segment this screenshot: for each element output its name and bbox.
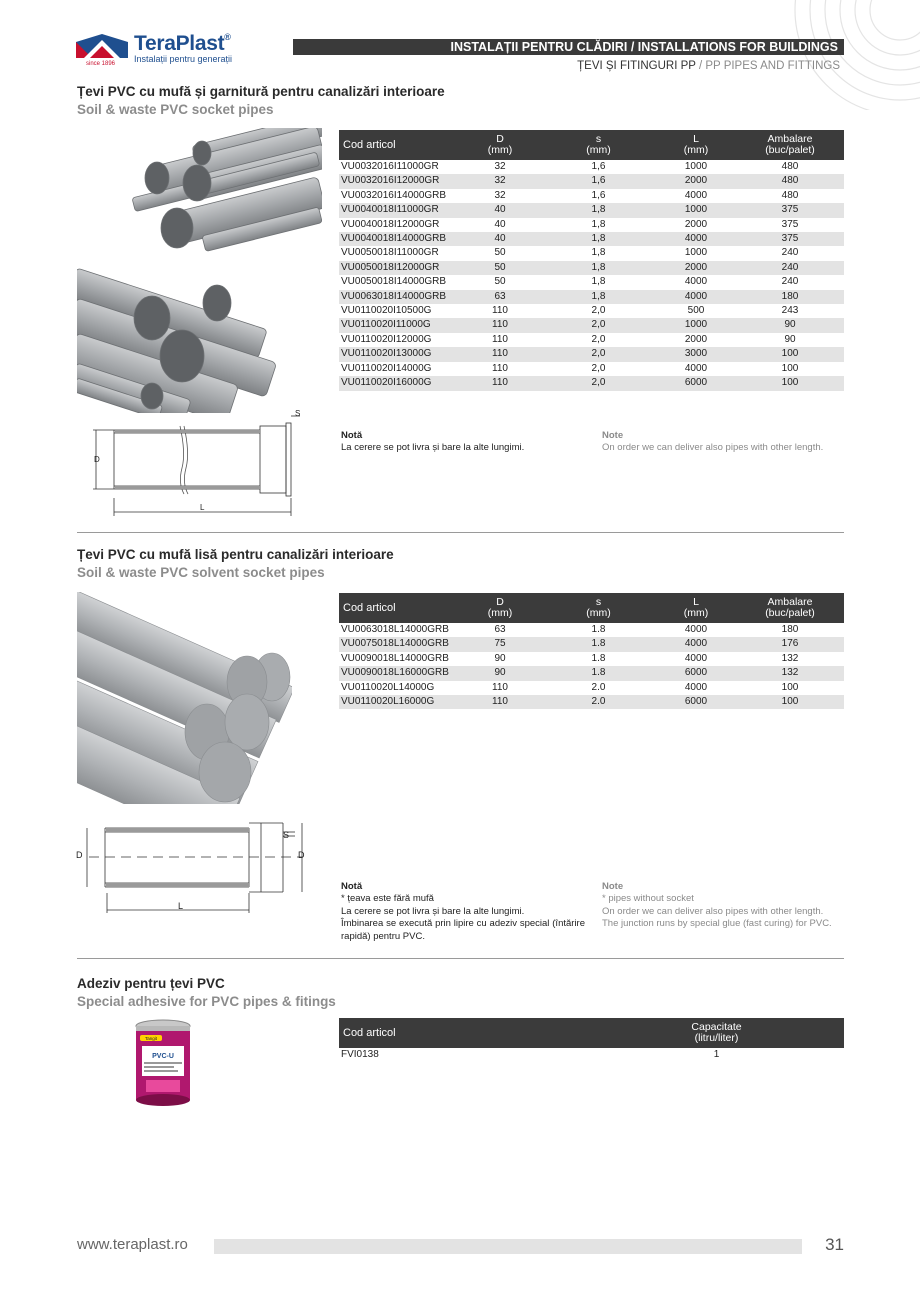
col-header-d: D (mm) [459,130,541,160]
col-header-s: s (mm) [541,130,656,160]
col-header-empty [774,1018,844,1048]
note-line: La cerere se pot livra și bare la alte lungimi. [341,442,525,453]
cell-value: 4000 [684,652,708,664]
note-line: * țeava este fără mufă [341,893,434,904]
section2-note-en [602,893,844,931]
cell-value: 1,6 [591,189,606,201]
section2-note-en-heading: Note [602,881,624,892]
cell-value: 1,8 [541,261,656,275]
drawing1-label-s: S [295,409,301,418]
cell-value: 110 [459,376,541,390]
adhesive-table [339,1018,844,1062]
cell-empty [774,1048,844,1062]
cell-value: 1.8 [541,666,656,680]
logo-house-icon [76,34,128,64]
table-row [339,637,844,651]
cell-value: 4000 [656,637,736,651]
solvent-socket-pipes-photo [77,592,292,804]
logo-tagline: Instalații pentru generații [134,54,233,64]
cell-value: 2,0 [541,347,656,361]
cell-value: 2,0 [541,376,656,390]
table-row [339,376,844,390]
cell-value: 50 [494,247,506,259]
section1-note-ro [341,442,591,455]
cell-value: 4000 [684,189,708,201]
cell-value: 1,8 [591,218,606,230]
cell-value: 2,0 [541,318,656,332]
table-header-row [339,593,844,623]
cell-code: VU0110020I16000G [339,376,459,390]
table-row [339,203,844,217]
section1-subtitle: Soil & waste PVC socket pipes [77,102,274,117]
cell-code: VU0050018I14000GRB [341,276,447,288]
table-row [339,681,844,695]
cell-value: 240 [736,261,844,275]
drawing2-label-l: L [178,901,184,911]
cell-value: 50 [494,276,506,288]
teraplast-logo[interactable] [76,32,246,72]
cell-code: VU0032016I11000GR [341,161,439,172]
cell-value: 180 [736,290,844,304]
col-header-l: L (mm) [656,593,736,623]
cell-value: 2.0 [591,681,606,693]
cell-value: 6000 [656,376,736,390]
drawing2-label-s: S [283,830,290,840]
footer-bar [214,1239,802,1254]
cell-code: VU0110020I12000G [341,333,432,345]
cell-value: 100 [736,695,844,709]
cell-value: 110 [492,681,508,693]
col-header-code: Cod articol [339,593,459,623]
cell-code: VU0040018I14000GRB [339,232,459,246]
cell-value: 1.8 [591,624,606,635]
col-header-s: s (mm) [541,593,656,623]
adhesive-can-photo [134,1018,192,1108]
section-divider [77,958,844,959]
page-subcategory: ȚEVI ȘI FITINGURI PP / PP PIPES AND FITTINGS [577,60,840,72]
cell-value: 4000 [684,276,708,288]
table-row [339,333,844,347]
cell-value: 132 [781,652,799,664]
cell-value: 2000 [684,218,708,230]
cell-value: 63 [459,290,541,304]
cell-value: 1000 [656,203,736,217]
cell-value: 2000 [684,333,708,345]
cell-code: VU0110020I14000G [341,362,432,374]
cell-code: VU0110020I13000G [339,347,459,361]
cell-value: 1,6 [591,161,606,172]
col-header-packaging: Ambalare (buc/palet) [736,130,844,160]
cell-code: VU0050018I11000GR [341,247,439,259]
cell-value: 375 [781,218,799,230]
drawing2-label-d-left: D [76,850,83,860]
cell-value: 90 [459,666,541,680]
table-row [339,1048,844,1062]
cell-value: 2000 [656,261,736,275]
table-row [339,275,844,289]
cell-value: 90 [494,652,506,664]
section1-title: Țevi PVC cu mufă și garnitură pentru canalizări interioare [77,84,445,99]
cell-value: 375 [736,203,844,217]
table-row [339,666,844,680]
table-row [339,362,844,376]
table-row [339,261,844,275]
section3-subtitle: Special adhesive for PVC pipes & fitings [77,994,336,1009]
cell-value: 1,8 [541,290,656,304]
cell-value: 480 [736,174,844,188]
cell-value: 240 [781,247,799,259]
page-category-title: INSTALAȚII PENTRU CLĂDIRI / INSTALLATIONS FOR BUILDINGS [450,40,838,54]
table-header-row [339,1018,844,1048]
cell-value: 2,0 [591,333,606,345]
cell-value: 110 [492,362,508,374]
cell-value: 4000 [684,624,708,635]
section2-note-ro [341,893,585,943]
cell-value: 4000 [684,362,708,374]
cell-value: 4000 [684,681,708,693]
cell-value: 40 [494,218,506,230]
logo-since: since 1896 [86,61,116,67]
logo-brand-name: TeraPlast® [134,32,231,55]
cell-value: 32 [494,189,506,201]
table-header-row [339,130,844,160]
col-header-packaging: Ambalare (buc/palet) [736,593,844,623]
table-row [339,347,844,361]
section-divider [77,532,844,533]
cell-code: VU0063018L14000GRB [341,624,449,635]
cell-value: 1,8 [591,276,606,288]
table-row [339,246,844,260]
cell-code: VU0110020L14000G [341,681,435,693]
cell-value: 90 [784,333,796,345]
note-line: On order we can deliver also pipes with other length. [602,442,824,453]
table-row [339,304,844,318]
cell-code: VU0075018L14000GRB [339,637,459,651]
cell-code: FVI0138 [341,1049,379,1060]
drawing2-label-d-right: D [298,850,305,860]
col-header-capacity: Capacitate (litru/liter) [659,1018,774,1048]
note-line: Îmbinarea se execută prin lipire cu adeziv special (întărire rapidă) pentru PVC. [341,918,585,942]
section2-title: Țevi PVC cu mufă lisă pentru canalizări interioare [77,547,394,562]
cell-value: 110 [492,305,508,317]
cell-value: 480 [781,189,799,201]
cell-value: 375 [736,232,844,246]
cell-value: 1,8 [591,247,606,259]
cell-value: 110 [492,333,508,345]
section2-note-ro-heading: Notă [341,881,363,892]
cell-code: VU0040018I11000GR [339,203,459,217]
cell-value: 1,6 [541,174,656,188]
cell-code: VU0090018L14000GRB [341,652,449,664]
cell-value: 90 [736,318,844,332]
cell-value: 500 [687,305,705,317]
cell-code: VU0032016I14000GRB [341,189,447,201]
table-row [339,290,844,304]
cell-value: 1.8 [541,637,656,651]
cell-value: 243 [781,305,799,317]
cell-value: 240 [781,276,799,288]
cell-value: 176 [736,637,844,651]
cell-value: 110 [459,695,541,709]
cell-value: 32 [459,174,541,188]
cell-value: 1000 [684,247,708,259]
cell-value: 6000 [656,695,736,709]
cell-code: VU0110020L16000G [339,695,459,709]
table-row [339,318,844,332]
cell-value: 110 [459,318,541,332]
cell-value: 100 [781,362,799,374]
col-header-d: D (mm) [459,593,541,623]
cell-value: 1.8 [591,652,606,664]
cell-value: 100 [736,347,844,361]
section1-note-en-heading: Note [602,430,624,441]
cell-code: VU0110020I10500G [341,305,432,317]
table-row [339,189,844,203]
table-row [339,232,844,246]
cell-value: 2.0 [541,695,656,709]
section2-subtitle: Soil & waste PVC solvent socket pipes [77,565,325,580]
cell-value: 110 [459,347,541,361]
cell-value: 50 [459,261,541,275]
cell-code: VU0110020I11000G [339,318,459,332]
cell-value: 3000 [656,347,736,361]
cell-code: VU0063018I14000GRB [339,290,459,304]
cell-value: 75 [459,637,541,651]
note-line: * pipes without socket [602,893,694,904]
cell-value: 4000 [656,290,736,304]
table-row [339,652,844,666]
drawing1-label-l: L [200,503,205,512]
socket-pipe-drawing [90,408,305,520]
cell-value: 1 [713,1049,720,1060]
cell-value: 6000 [656,666,736,680]
table-row [339,623,844,637]
cell-code: VU0040018I12000GR [341,218,440,230]
cell-value: 180 [781,624,799,635]
section3-title: Adeziv pentru țevi PVC [77,976,225,991]
footer-website-link[interactable]: www.teraplast.ro [77,1236,188,1253]
note-line: La cerere se pot livra și bare la alte lungimi. [341,905,525,917]
socket-pipes-table [339,130,844,391]
table-row [339,160,844,174]
section1-note-en [602,442,844,455]
cell-value: 2000 [656,174,736,188]
socket-pipes-photo [77,128,322,413]
decorative-arcs [700,0,920,110]
section1-note-ro-heading: Notă [341,430,363,441]
col-header-code: Cod articol [339,130,459,160]
note-line: The junction runs by special glue (fast curing) for PVC. [602,918,832,929]
solvent-socket-pipes-table [339,593,844,709]
cell-code: VU0050018I12000GR [339,261,459,275]
cell-value: 32 [494,161,506,172]
cell-value: 132 [736,666,844,680]
cell-value: 40 [459,232,541,246]
col-header-code: Cod articol [339,1018,659,1048]
cell-value: 1000 [656,318,736,332]
page-number: 31 [825,1235,844,1254]
cell-value: 2,0 [591,362,606,374]
cell-value: 1,8 [541,232,656,246]
table-row [339,695,844,709]
note-line: On order we can deliver also pipes with other length. [602,905,824,917]
cell-value: 1000 [684,161,708,172]
cell-value: 1,8 [541,203,656,217]
cell-value: 480 [781,161,799,172]
drawing1-label-d: D [94,455,100,464]
solvent-socket-pipe-drawing [77,818,312,918]
cell-value: 100 [736,376,844,390]
can-brand: Tangit [144,1036,158,1041]
cell-value: 40 [459,203,541,217]
cell-value: 2,0 [591,305,606,317]
table-row [339,174,844,188]
cell-value: 100 [781,681,799,693]
cell-code: VU0032016I12000GR [339,174,459,188]
table-row [339,218,844,232]
cell-value: 63 [494,624,506,635]
col-header-l: L (mm) [656,130,736,160]
cell-code: VU0090018L16000GRB [339,666,459,680]
cell-value: 4000 [656,232,736,246]
can-label: PVC-U [152,1053,174,1060]
